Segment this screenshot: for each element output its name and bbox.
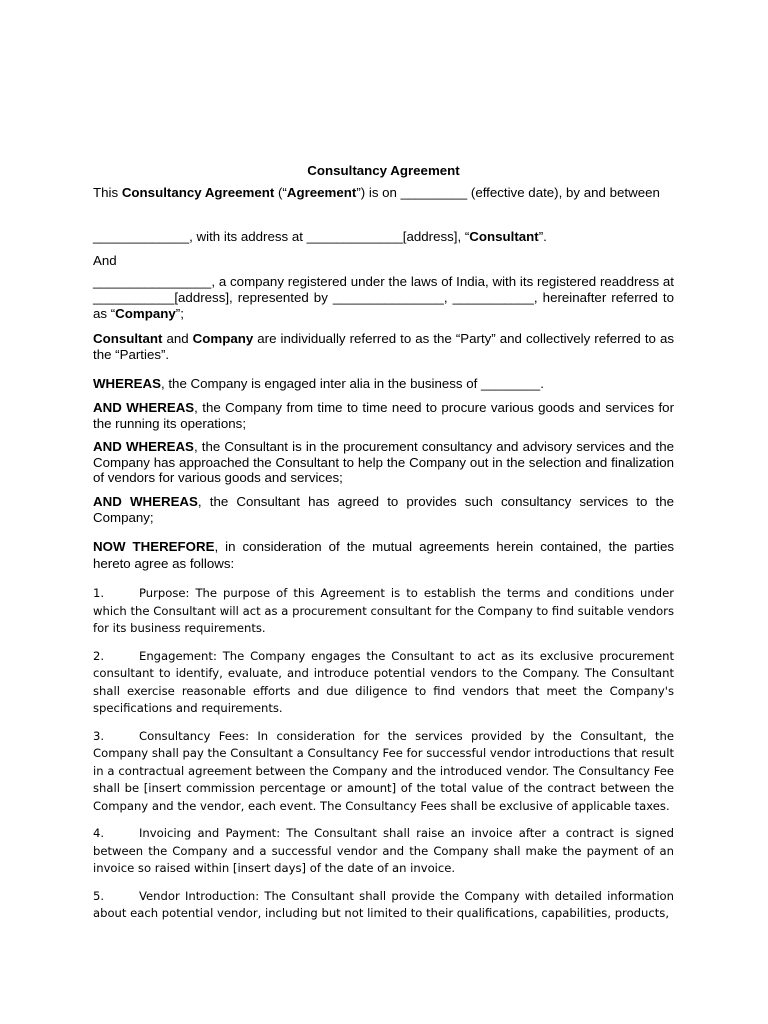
clause-2 bbox=[93, 648, 674, 718]
clause-number: 1. bbox=[93, 586, 105, 601]
document-body bbox=[93, 163, 674, 923]
and-whereas-paragraph-1 bbox=[93, 400, 674, 431]
clause-3 bbox=[93, 728, 674, 816]
and-whereas-bold-3: AND WHEREAS bbox=[93, 493, 198, 509]
consultant-line bbox=[93, 229, 674, 245]
clause-text: Purpose: The purpose of this Agreement is to establish the terms and conditions under which the Consultant will act as a procurement consultant for the Company to find suitable vendors for its business requirements. bbox=[93, 586, 674, 636]
clause-5 bbox=[93, 888, 674, 923]
and-whereas-text-1: , the Company from time to time need to procure various goods and services for the running its operations; bbox=[93, 399, 675, 431]
consultant-text-1: _____________, with its address at _____________[address], “ bbox=[93, 229, 470, 245]
whereas-paragraph bbox=[93, 376, 674, 392]
parties-text-2: are individually referred to as the “Party” and collectively referred to as the “Parties”. bbox=[93, 331, 675, 362]
intro-paragraph bbox=[93, 185, 674, 201]
clause-number: 5. bbox=[93, 888, 105, 903]
intro-text-3: ”) is on _________ (effective date), by and between bbox=[356, 184, 660, 200]
intro-bold-1: Consultancy Agreement bbox=[121, 184, 275, 200]
and-whereas-bold-1: AND WHEREAS bbox=[93, 399, 195, 415]
company-bold: Company bbox=[115, 305, 176, 321]
consultant-text-2: ”. bbox=[538, 229, 547, 245]
clause-number: 4. bbox=[93, 826, 105, 841]
clause-1 bbox=[93, 585, 674, 638]
clause-text: Engagement: The Company engages the Consultant to act as its exclusive procurement consultant to identify, evaluate, and introduce potential vendors to the Company. The Consultant shall exercise reasonable efforts and due diligence to find vendors that meet the Company's specifications and requirements. bbox=[93, 648, 674, 716]
company-text-1: ________________, a company registered under the laws of India, with its registered readdress at ___________[address], represented by _______________, ___________, hereinafter referred to as “ bbox=[93, 274, 674, 321]
and-whereas-bold-2: AND WHEREAS bbox=[93, 439, 194, 455]
document-title: Consultancy Agreement bbox=[307, 163, 460, 178]
and-line: And bbox=[93, 252, 117, 268]
intro-text-1: This bbox=[93, 184, 122, 200]
whereas-text: , the Company is engaged inter alia in the business of ________. bbox=[160, 376, 544, 392]
now-therefore-paragraph bbox=[93, 538, 674, 572]
clause-number: 3. bbox=[93, 728, 105, 743]
parties-bold-2: Company bbox=[192, 331, 254, 347]
now-therefore-text: , in consideration of the mutual agreements herein contained, the parties hereto agree as follows: bbox=[93, 539, 674, 572]
intro-bold-2: Agreement bbox=[286, 184, 357, 200]
clause-text: Consultancy Fees: In consideration for the services provided by the Consultant, the Company shall pay the Consultant a Consultancy Fee for successful vendor introductions that result in a contractual agreement between the Company and the introduced vendor. The Consultancy Fee shall be [insert commission percentage or amount] of the total value of the contract between the Company and the vendor, each event. The Consultancy Fees shall be exclusive of applicable taxes. bbox=[93, 728, 674, 813]
now-therefore-bold: NOW THEREFORE bbox=[93, 539, 215, 555]
consultant-bold: Consultant bbox=[469, 229, 539, 245]
company-text-2: ”; bbox=[175, 305, 184, 321]
clause-text: Vendor Introduction: The Consultant shall provide the Company with detailed information about each potential vendor, including but not limited to their qualifications, capabilities, products, bbox=[93, 888, 674, 921]
clause-text: Invoicing and Payment: The Consultant shall raise an invoice after a contract is signed between the Company and a successful vendor and the Company shall make the payment of an invoice so raised within [insert days] of the date of an invoice. bbox=[93, 826, 674, 876]
intro-text-2: (“ bbox=[274, 184, 287, 200]
company-line bbox=[93, 274, 674, 321]
parties-text-1: and bbox=[162, 331, 193, 347]
parties-bold-1: Consultant bbox=[93, 331, 163, 347]
clause-number: 2. bbox=[93, 648, 105, 663]
clause-4 bbox=[93, 825, 674, 878]
and-whereas-text-2: , the Consultant is in the procurement consultancy and advisory services and the Company has approached the Consultant to help the Company out in the selection and finalization of vendors for various goods and services; bbox=[93, 439, 675, 486]
and-whereas-text-3: , the Consultant has agreed to provides such consultancy services to the Company; bbox=[93, 493, 674, 525]
and-whereas-paragraph-3 bbox=[93, 494, 674, 525]
whereas-bold: WHEREAS bbox=[93, 376, 161, 392]
parties-paragraph bbox=[93, 331, 674, 362]
and-whereas-paragraph-2 bbox=[93, 439, 674, 486]
